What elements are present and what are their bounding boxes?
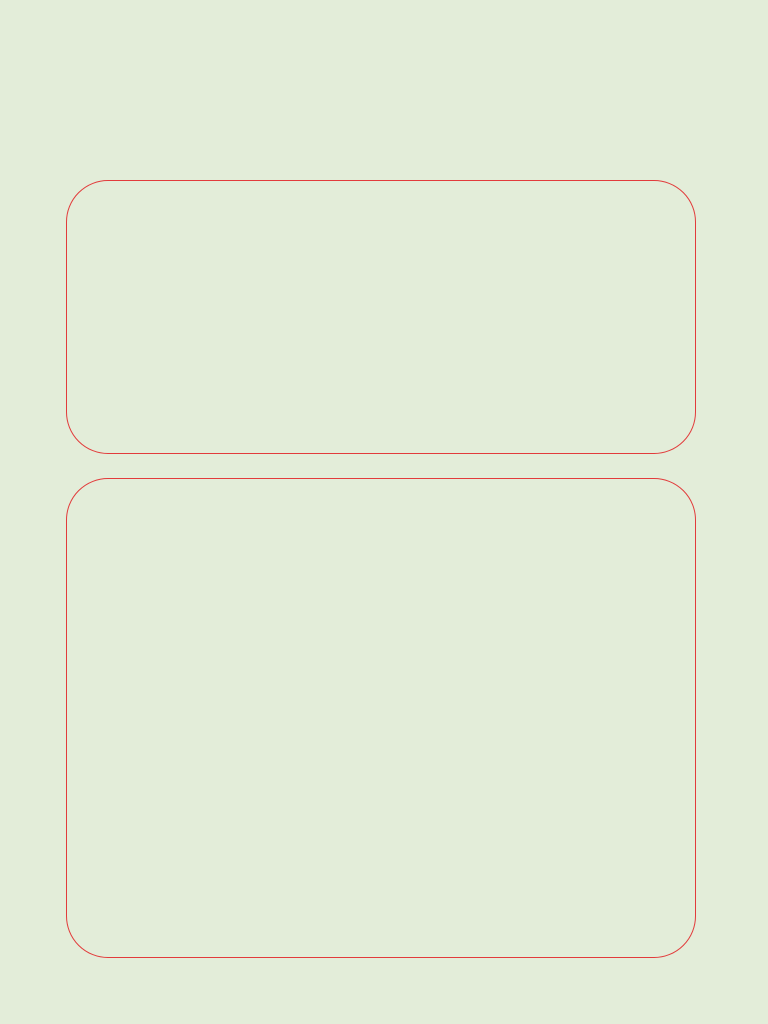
section-card-nabi-idris <box>66 180 696 454</box>
poinsettia-border-right <box>710 0 768 1024</box>
poinsettia-border-left <box>0 0 56 1024</box>
poinsettia-border-top <box>0 0 768 52</box>
section2-story <box>72 544 694 571</box>
poinsettia-border-bottom <box>0 968 768 1024</box>
story-closing <box>72 544 694 571</box>
